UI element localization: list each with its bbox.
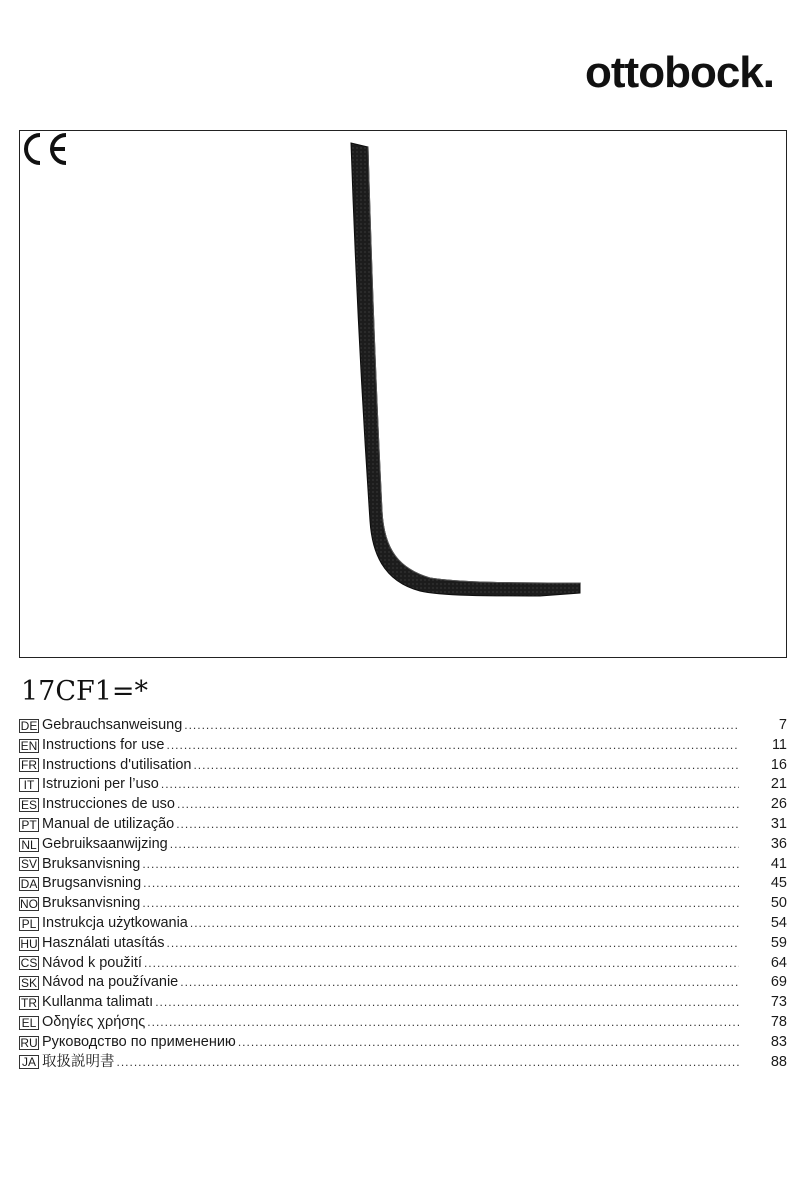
- language-code-badge: JA: [19, 1055, 39, 1069]
- language-code-badge: CS: [20, 956, 38, 971]
- toc-row[interactable]: [19, 973, 787, 993]
- toc-page-number: 54: [770, 914, 787, 931]
- toc-title: Bruksanvisning: [42, 855, 141, 872]
- toc-row[interactable]: [19, 795, 787, 815]
- toc-leader-dots: [176, 815, 739, 835]
- toc-title: Návod k použití: [42, 954, 142, 971]
- language-code-badge: RU: [20, 1035, 38, 1050]
- toc-leader-dots: [193, 756, 739, 776]
- language-code-badge: SV: [20, 857, 37, 872]
- toc-row[interactable]: [19, 1013, 787, 1033]
- product-image: [20, 131, 786, 657]
- toc-leader-dots: [117, 1053, 740, 1073]
- language-code-badge: DE: [20, 718, 38, 733]
- toc-page-number: 31: [770, 815, 787, 832]
- toc-title: Instructions for use: [42, 736, 165, 753]
- toc-page-number: 50: [770, 895, 787, 912]
- language-code-badge: NL: [19, 838, 39, 852]
- table-of-contents: [19, 716, 787, 1072]
- toc-page-number: 69: [770, 974, 787, 991]
- language-code-badge: IT: [19, 778, 39, 792]
- toc-row[interactable]: [19, 855, 787, 875]
- language-code-badge: FR: [21, 758, 37, 773]
- toc-leader-dots: [144, 954, 739, 974]
- toc-title: Руководство по применению: [42, 1033, 236, 1050]
- product-code: 17CF1=*: [21, 676, 149, 707]
- toc-title: Használati utasítás: [42, 934, 165, 951]
- language-code-badge: SK: [20, 976, 37, 991]
- toc-row[interactable]: [19, 815, 787, 835]
- toc-page-number: 64: [770, 954, 787, 971]
- language-code-badge: DA: [20, 877, 38, 892]
- toc-leader-dots: [184, 716, 739, 736]
- toc-page-number: 45: [770, 875, 787, 892]
- toc-leader-dots: [143, 874, 739, 894]
- toc-title: Kullanma talimatı: [42, 994, 154, 1011]
- toc-page-number: 78: [770, 1013, 787, 1030]
- toc-row[interactable]: [19, 874, 787, 894]
- toc-title: Gebruiksaanwijzing: [42, 835, 168, 852]
- toc-title: Instructions d'utilisation: [42, 756, 192, 773]
- toc-leader-dots: [142, 855, 739, 875]
- language-code-badge: PT: [19, 818, 39, 832]
- toc-leader-dots: [167, 934, 739, 954]
- toc-row[interactable]: [19, 756, 787, 776]
- toc-title: Brugsanvisning: [42, 875, 142, 892]
- toc-page-number: 73: [770, 994, 787, 1011]
- toc-row[interactable]: [19, 934, 787, 954]
- toc-page-number: 7: [778, 717, 787, 733]
- language-code-badge: NO: [20, 897, 38, 912]
- toc-page-number: 83: [770, 1033, 787, 1050]
- toc-row[interactable]: [19, 914, 787, 934]
- ce-mark-icon: [20, 131, 70, 167]
- language-code-badge: TR: [21, 996, 37, 1011]
- language-code-badge: HU: [20, 936, 38, 951]
- toc-title: Instrukcja użytkowania: [42, 914, 188, 931]
- toc-leader-dots: [238, 1033, 739, 1053]
- toc-row[interactable]: [19, 1033, 787, 1053]
- toc-title: Manual de utilização: [42, 815, 175, 832]
- toc-leader-dots: [155, 993, 739, 1013]
- toc-row[interactable]: [19, 954, 787, 974]
- product-figure: [19, 130, 787, 658]
- toc-leader-dots: [142, 894, 739, 914]
- toc-leader-dots: [147, 1013, 739, 1033]
- toc-row[interactable]: [19, 775, 787, 795]
- toc-leader-dots: [170, 835, 739, 855]
- toc-title: Gebrauchsanweisung: [42, 717, 183, 733]
- language-code-badge: ES: [20, 798, 37, 813]
- toc-page-number: 21: [770, 776, 787, 793]
- toc-row[interactable]: [19, 716, 787, 736]
- toc-page-number: 26: [770, 796, 787, 813]
- toc-title: Návod na používanie: [42, 974, 179, 991]
- toc-leader-dots: [190, 914, 739, 934]
- toc-leader-dots: [177, 795, 739, 815]
- toc-page-number: 59: [770, 934, 787, 951]
- toc-row[interactable]: [19, 993, 787, 1013]
- ottobock-logo: ottobock.: [585, 48, 774, 97]
- language-code-badge: EL: [19, 1016, 39, 1030]
- toc-leader-dots: [180, 973, 739, 993]
- toc-title: Instrucciones de uso: [42, 796, 175, 813]
- toc-row[interactable]: [19, 894, 787, 914]
- toc-page-number: 11: [771, 736, 787, 753]
- toc-page-number: 41: [770, 855, 787, 872]
- toc-title: Οδηγίες χρήσης: [42, 1013, 146, 1030]
- toc-title: Bruksanvisning: [42, 895, 141, 912]
- toc-page-number: 36: [770, 835, 787, 852]
- toc-leader-dots: [161, 775, 739, 795]
- language-code-badge: PL: [19, 917, 39, 931]
- toc-row[interactable]: [19, 736, 787, 756]
- toc-row[interactable]: [19, 1053, 787, 1073]
- language-code-badge: EN: [20, 738, 38, 753]
- toc-title: 取扱説明書: [42, 1053, 115, 1070]
- toc-page-number: 16: [770, 756, 787, 773]
- toc-title: Istruzioni per l’uso: [42, 776, 159, 793]
- toc-leader-dots: [167, 736, 740, 756]
- toc-page-number: 88: [770, 1053, 787, 1070]
- toc-row[interactable]: [19, 835, 787, 855]
